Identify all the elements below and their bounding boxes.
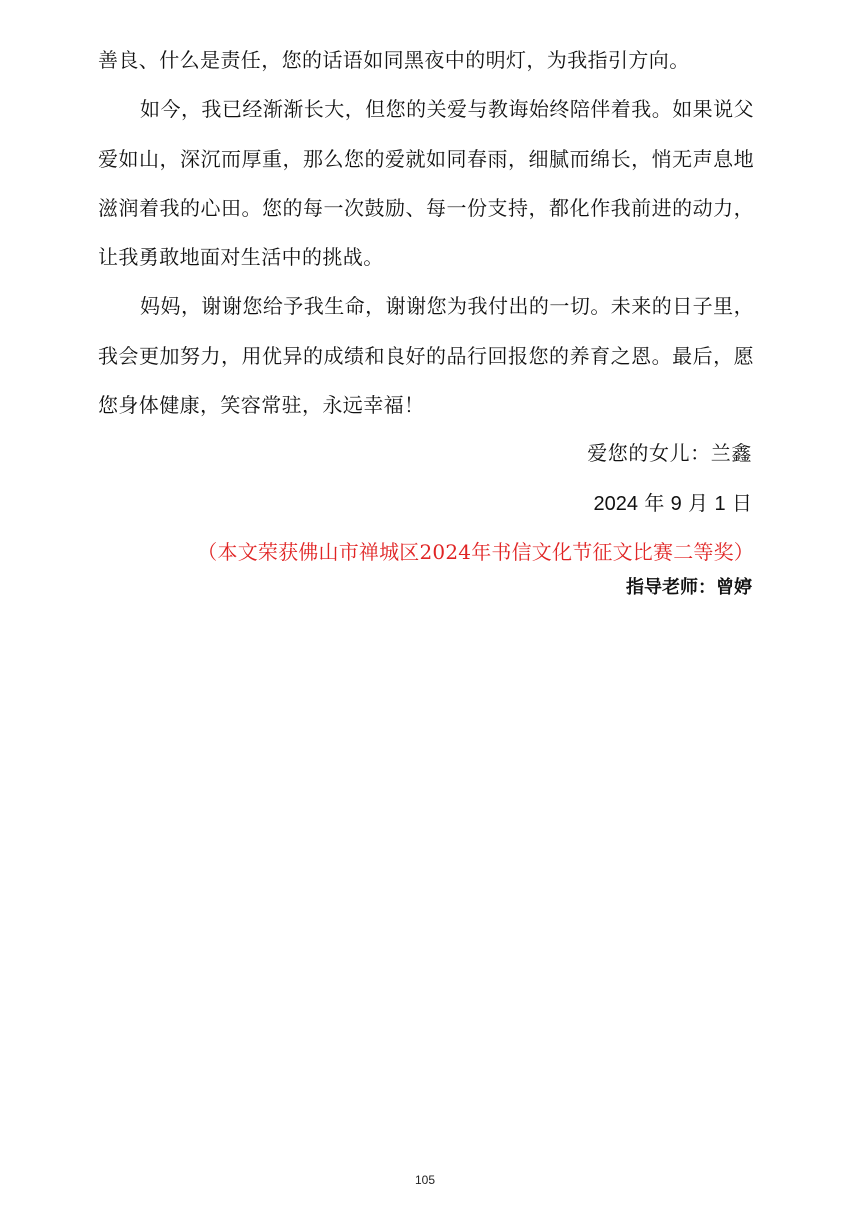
paragraph-thanks: 妈妈，谢谢您给予我生命，谢谢您为我付出的一切。未来的日子里，我会更加努力，用优异的成绩和良好的品行回报您的养育之恩。最后，愿您身体健康，笑容常驻，永远幸福！ (98, 294, 754, 418)
paragraph-growing-up: 如今，我已经渐渐长大，但您的关爱与教诲始终陪伴着我。如果说父爱如山，深沉而厚重，那么您的爱就如同春雨，细腻而绵长，悄无声息地滋润着我的心田。您的每一次鼓励、每一份支持，都化作我前进的动力，让我勇敢地面对生活中的挑战。 (98, 97, 754, 270)
date-month-unit: 月 (688, 491, 709, 515)
letter-body (98, 36, 754, 430)
date-year-unit: 年 (644, 491, 665, 515)
letter-date (593, 483, 752, 524)
date-month: 9 (670, 493, 682, 515)
award-note: （本文荣获佛山市禅城区2024年书信文化节征文比赛二等奖） (197, 540, 754, 564)
date-day-unit: 日 (732, 491, 752, 515)
teacher-credit: 指导老师：曾婷 (626, 577, 752, 598)
date-year: 2024 (593, 493, 638, 515)
paragraph-continuation: 善良、什么是责任，您的话语如同黑夜中的明灯，为我指引方向。 (98, 48, 690, 72)
date-day: 1 (714, 493, 726, 515)
page-number: 105 (414, 1173, 436, 1187)
signature: 爱您的女儿：兰鑫 (587, 441, 752, 465)
